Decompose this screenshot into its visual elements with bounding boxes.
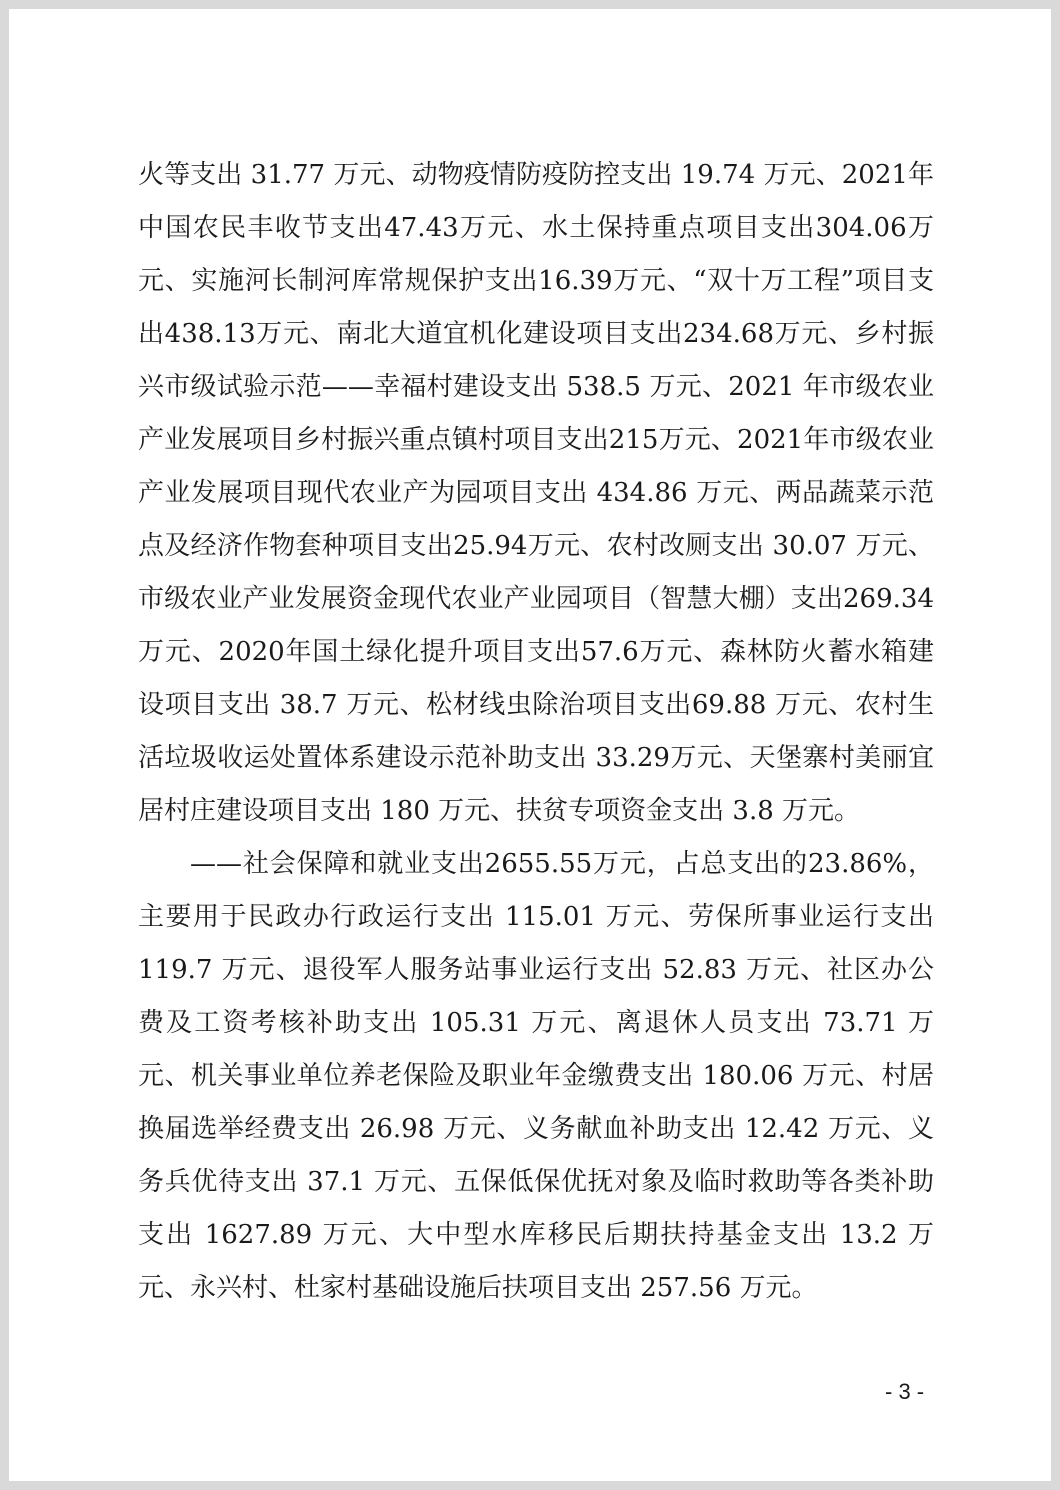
page-number: - 3 - [885,1379,925,1404]
document-page [9,9,1051,1481]
document-body [138,149,934,1315]
paragraph-social-security-expenditure: ——社会保障和就业支出2655.55万元，占总支出的23.86%，主要用于民政办行政运行支出 115.01 万元、劳保所事业运行支出119.7 万元、退役军人服务站事业运行支出 52.83 万元、社区办公费及工资考核补助支出 105.31 万元、离退休人员支出 73.71 万元、机关事业单位养老保险及职业年金缴费支出 180.06 万元、村居换届选举经费支出 26.98 万元、义务献血补助支出 12.42 万元、义务兵优待支出 37.1 万元、五保低保优抚对象及临时救助等各类补助支出 1627.89 万元、大中型水库移民后期扶持基金支出 13.2 万元、永兴村、杜家村基础设施后扶项目支出 257.56 万元。 [138,849,934,1303]
paragraph-agriculture-expenditure: 火等支出 31.77 万元、动物疫情防疫防控支出 19.74 万元、2021年中国农民丰收节支出47.43万元、水土保持重点项目支出304.06万元、实施河长制河库常规保护支出16.39万元、“双十万工程”项目支出438.13万元、南北大道宜机化建设项目支出234.68万元、乡村振兴市级试验示范——幸福村建设支出 538.5 万元、2021 年市级农业产业发展项目乡村振兴重点镇村项目支出215万元、2021年市级农业产业发展项目现代农业产为园项目支出 434.86 万元、两品蔬菜示范点及经济作物套种项目支出25.94万元、农村改厕支出 30.07 万元、市级农业产业发展资金现代农业产业园项目（智慧大棚）支出269.34万元、2020年国土绿化提升项目支出57.6万元、森林防火蓄水箱建设项目支出 38.7 万元、松材线虫除治项目支出69.88 万元、农村生活垃圾收运处置体系建设示范补助支出 33.29万元、天堡寨村美丽宜居村庄建设项目支出 180 万元、扶贫专项资金支出 3.8 万元。 [138,160,934,826]
